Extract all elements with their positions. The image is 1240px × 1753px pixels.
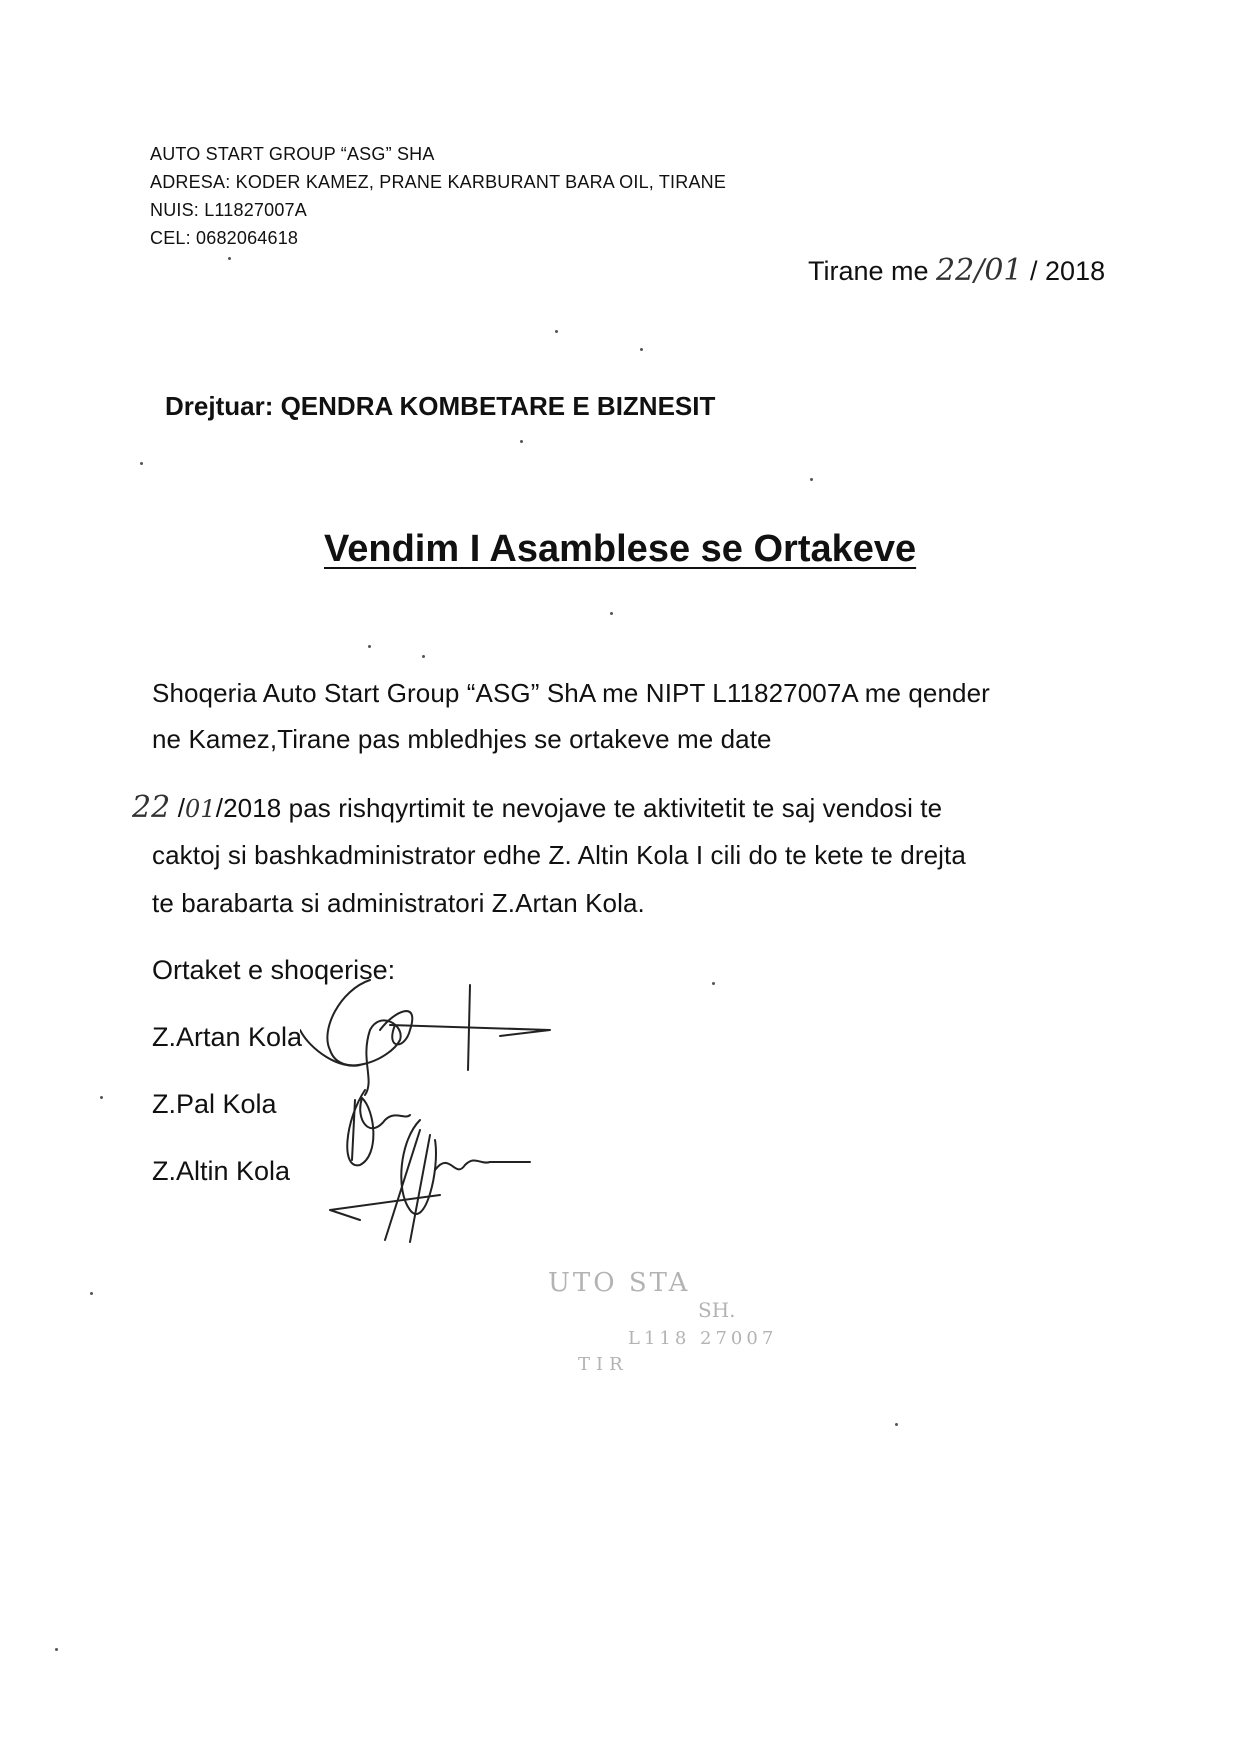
partner-name-2: Z.Pal Kola [152,1089,277,1119]
body-line-4: caktoj si bashkadministrator edhe Z. Altin Kola I cili do te kete te drejta [152,840,966,870]
partners-heading: Ortaket e shoqerise: [152,955,396,985]
partner-name-3: Z.Altin Kola [152,1156,291,1186]
body-line-1: Shoqeria Auto Start Group “ASG” ShA me NIPT L11827007A me qender [152,678,990,708]
scan-speck [368,645,371,648]
scan-speck [610,612,613,615]
scan-speck [100,1096,103,1099]
date-day-handwritten: 22 [936,253,975,288]
signature-pal [347,1090,410,1165]
company-nuis: NUIS: L11827007A [150,200,307,220]
scan-speck [895,1423,898,1426]
scan-speck [810,478,813,481]
scan-speck [140,462,143,465]
stamp-line-1: UTO STA [548,1268,691,1298]
scan-speck [422,655,425,658]
date-separator: / [974,253,985,288]
company-name: AUTO START GROUP “ASG” SHA [150,144,435,164]
body-date-month-handwritten: 01 [185,795,216,823]
body-line-2: ne Kamez,Tirane pas mbledhjes se ortakeve me date [152,724,772,754]
date-prefix: Tirane me [808,256,937,286]
scan-speck [55,1648,58,1651]
body-line-3 [132,790,942,825]
body-date-day-handwritten: 22 [132,790,171,825]
company-stamp [548,1250,828,1390]
signature-artan [327,980,400,1095]
date-suffix: / 2018 [1022,256,1106,286]
body-line-3-text: /2018 pas rishqyrtimit te nevojave te aktivitetit te saj vendosi te [215,793,943,823]
scan-speck [228,257,231,260]
partner-name-1: Z.Artan Kola [152,1022,303,1052]
document-date [808,253,1105,288]
scan-speck [555,330,558,333]
scan-speck [520,440,523,443]
stamp-line-2: SH. [698,1298,736,1322]
stamp-line-3: L118 27007 [628,1328,778,1349]
company-address: ADRESA: KODER KAMEZ, PRANE KARBURANT BARA OIL, TIRANE [150,172,727,192]
company-phone: CEL: 0682064618 [150,228,299,248]
body-line-5: te barabarta si administratori Z.Artan Kola. [152,888,645,918]
signatures-graphic [300,970,560,1250]
scan-speck [90,1292,93,1295]
document-title: Vendim I Asamblese se Ortakeve [324,528,917,570]
date-month-handwritten: 01 [984,253,1023,288]
scan-speck [640,348,643,351]
stamp-line-4: TIR [578,1354,629,1375]
recipient: Drejtuar: QENDRA KOMBETARE E BIZNESIT [165,391,716,421]
body-date-sep: / [170,793,186,823]
scan-speck [712,982,715,985]
